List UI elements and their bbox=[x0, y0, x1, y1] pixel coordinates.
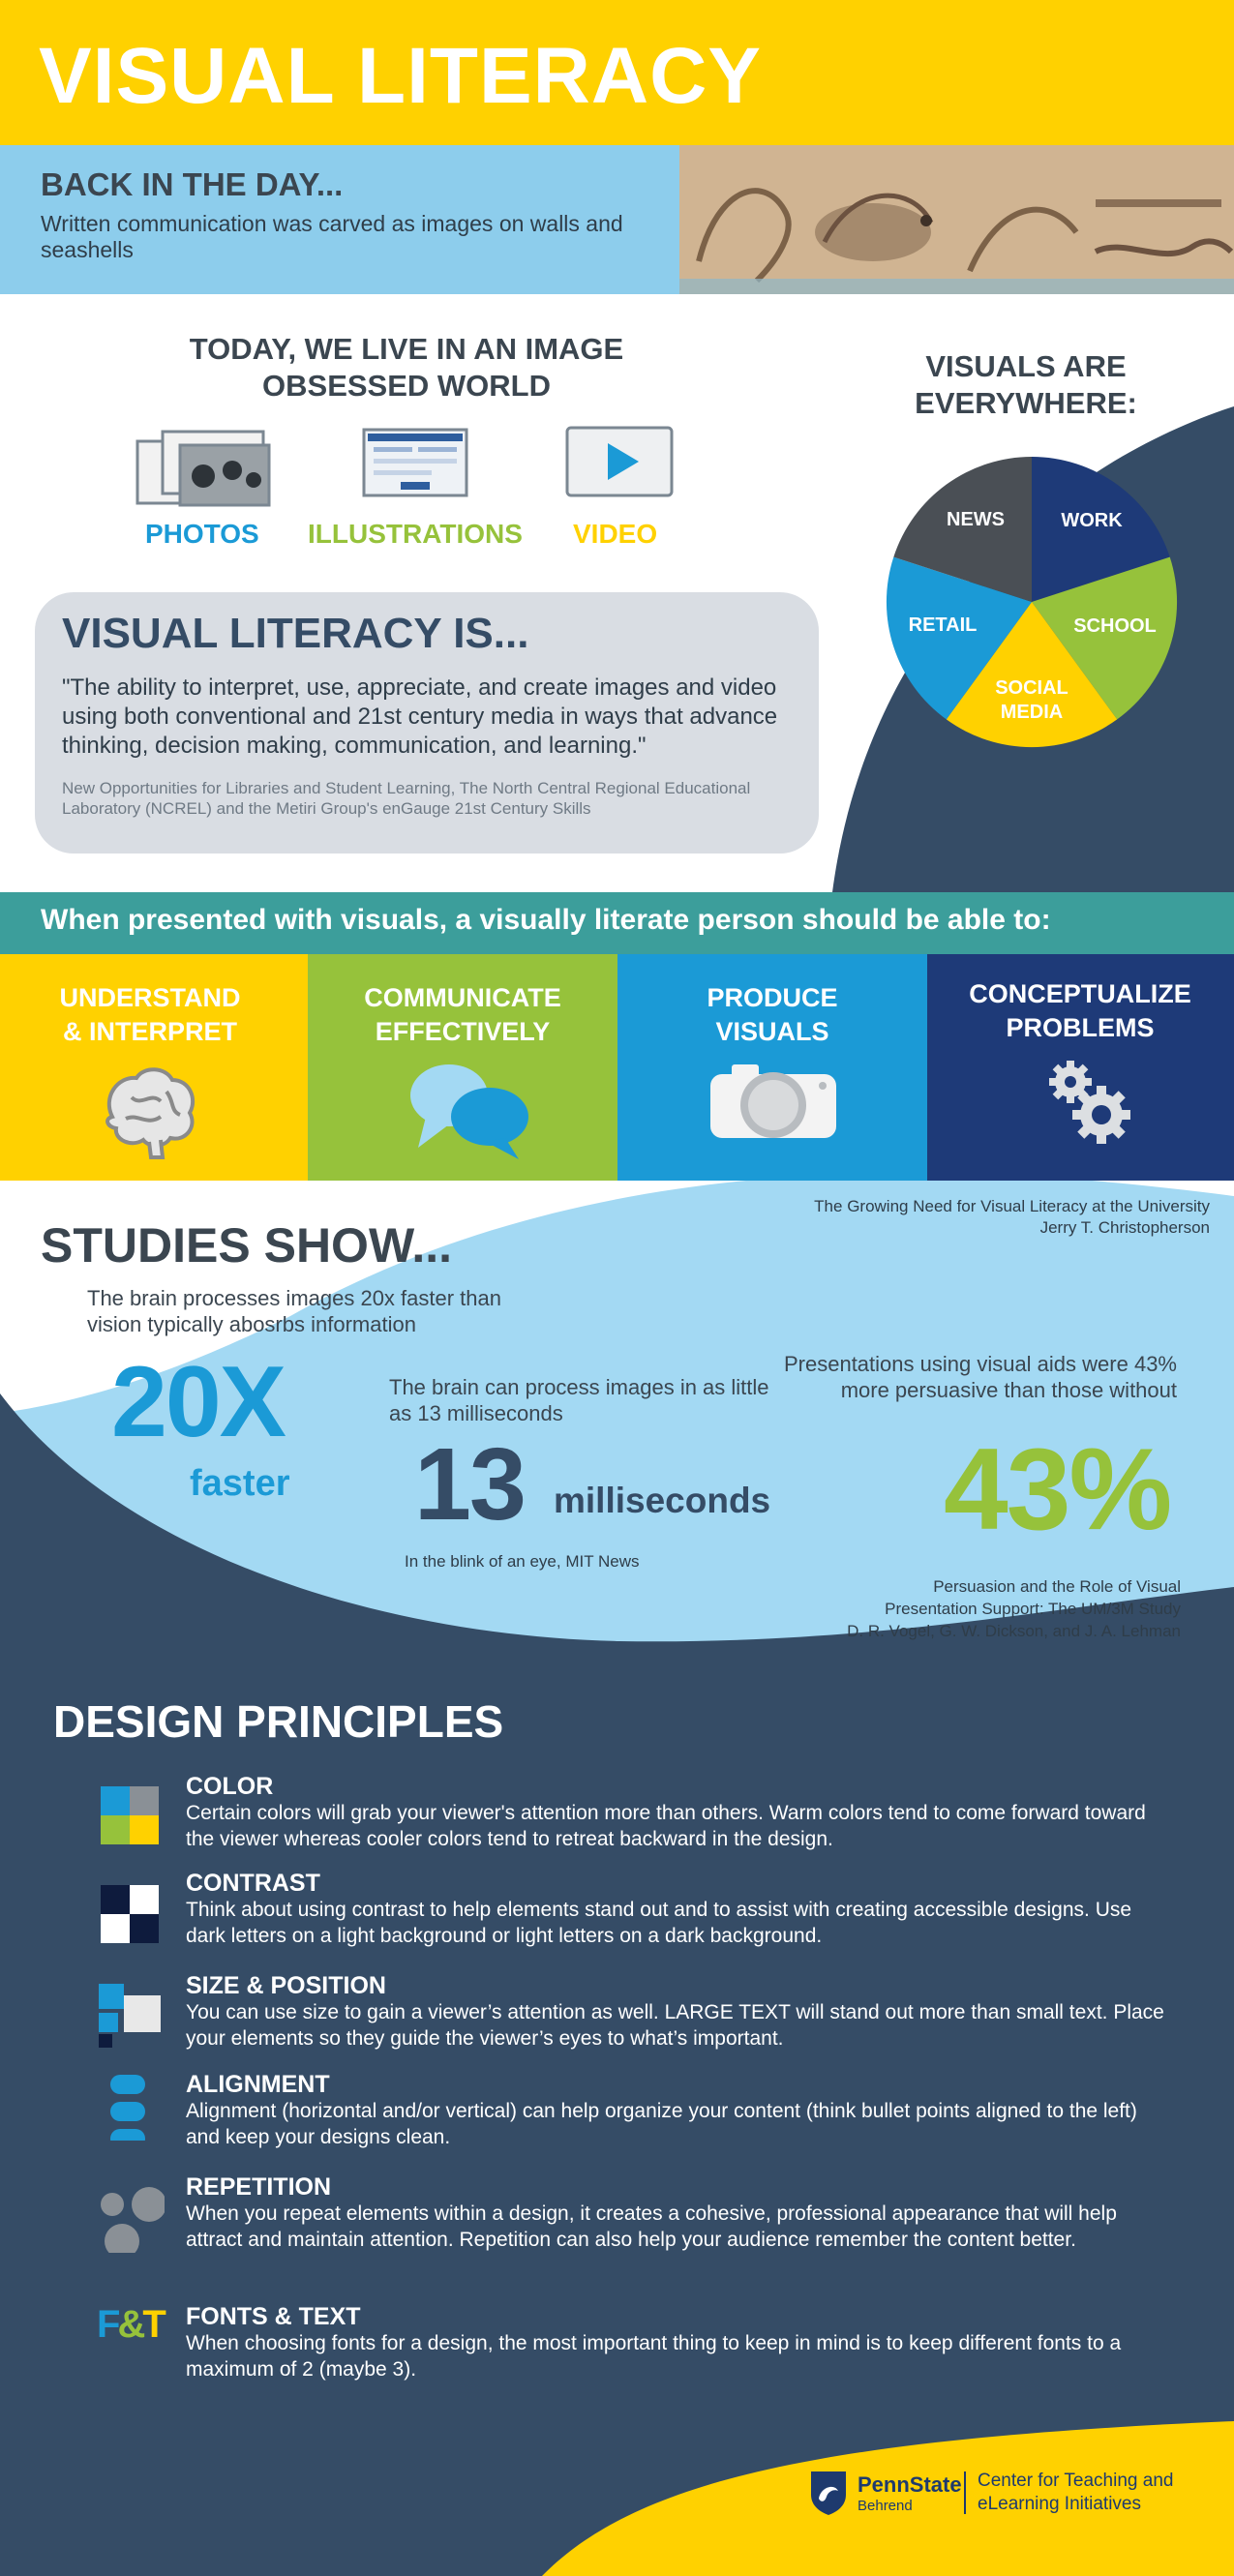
stat-13ms-unit: milliseconds bbox=[554, 1481, 771, 1520]
principle-title-repetition: REPETITION bbox=[186, 2173, 332, 2201]
definition-quote: "The ability to interpret, use, appreciate, and create images and video using both conventional and 21st century media in ways that advance thinking, decision making, communication, and learning." bbox=[62, 674, 778, 759]
pie-label-social: SOCIAL bbox=[995, 677, 1068, 699]
illustrations-icon bbox=[362, 428, 468, 497]
principle-body-alignment: Alignment (horizontal and/or vertical) can help organize your content (think bullet points aligned to the left) and keep your designs clean. bbox=[186, 2100, 1137, 2148]
pie-label-retail: RETAIL bbox=[908, 614, 978, 636]
back-in-the-day-heading: BACK IN THE DAY... bbox=[41, 166, 344, 202]
photos-label: PHOTOS bbox=[145, 519, 259, 549]
studies-source-line1: The Growing Need for Visual Literacy at the University bbox=[814, 1197, 1210, 1215]
stat-43-source-line3: D. R. Vogel, G. W. Dickson, and J. A. Lehman bbox=[847, 1622, 1181, 1640]
principle-body-size-position: You can use size to gain a viewer’s attention as well. LARGE TEXT will stand out more than small text. Place your elements so they guide the viewer’s eyes to what’s important. bbox=[186, 2001, 1164, 2050]
principle-title-alignment: ALIGNMENT bbox=[186, 2071, 330, 2098]
skill-label-line1: COMMUNICATE bbox=[364, 983, 561, 1012]
skill-label-line2: & INTERPRET bbox=[62, 1017, 237, 1046]
contrast-squares-icon bbox=[97, 1881, 165, 1949]
principle-title-fonts-text: FONTS & TEXT bbox=[186, 2303, 361, 2330]
principle-title-contrast: CONTRAST bbox=[186, 1870, 320, 1897]
camera-icon bbox=[707, 1061, 840, 1142]
penn-state-wordmark: PennState bbox=[858, 2472, 962, 2497]
stat-13ms-text: The brain can process images in as little as 13 milliseconds bbox=[389, 1375, 769, 1425]
studies-source bbox=[677, 1196, 1210, 1239]
studies-source-line2: Jerry T. Christopherson bbox=[1039, 1218, 1210, 1237]
pie-label-media: MEDIA bbox=[1000, 702, 1064, 723]
skill-label-line1: CONCEPTUALIZE bbox=[969, 979, 1191, 1008]
stat-20x-text: The brain processes images 20x faster than vision typically abosrbs information bbox=[87, 1286, 502, 1336]
skill-label-line2: EFFECTIVELY bbox=[375, 1017, 551, 1046]
speech-bubbles-icon bbox=[401, 1055, 536, 1163]
hieroglyphs-image bbox=[679, 145, 1234, 294]
skill-tile-understand bbox=[0, 954, 308, 1181]
pie-label-school: SCHOOL bbox=[1073, 615, 1157, 637]
back-in-the-day-text: Written communication was carved as images on walls and seashells bbox=[41, 211, 623, 262]
video-play-icon bbox=[565, 426, 674, 497]
stat-43-source-line1: Persuasion and the Role of Visual bbox=[933, 1577, 1181, 1596]
visuals-pie bbox=[877, 447, 1187, 757]
penn-state-campus: Behrend bbox=[858, 2498, 913, 2514]
today-heading: TODAY, WE LIVE IN AN IMAGE OBSESSED WORLD bbox=[189, 332, 624, 403]
skills-banner-text: When presented with visuals, a visually literate person should be able to: bbox=[41, 904, 1051, 936]
pie-label-news: NEWS bbox=[947, 509, 1005, 530]
repetition-circles-icon bbox=[97, 2185, 165, 2253]
penn-state-shield-logo bbox=[809, 2470, 848, 2516]
illustrations-label: ILLUSTRATIONS bbox=[308, 519, 523, 549]
color-squares-icon bbox=[97, 1782, 165, 1850]
brain-icon bbox=[93, 1059, 199, 1165]
definition-source: New Opportunities for Libraries and Student Learning, The North Central Regional Educational Laboratory (NCREL) and the Metiri Group's enGauge 21st Century Skills bbox=[62, 779, 751, 818]
skill-label-line1: PRODUCE bbox=[707, 983, 838, 1012]
principle-title-color: COLOR bbox=[186, 1773, 274, 1800]
page-title: VISUAL LITERACY bbox=[39, 32, 762, 120]
principle-title-size-position: SIZE & POSITION bbox=[186, 1972, 386, 1999]
stat-43-text: Presentations using visual aids were 43% more persuasive than those without bbox=[783, 1352, 1177, 1402]
footer-divider bbox=[964, 2471, 966, 2514]
stat-20x-unit: faster bbox=[190, 1463, 290, 1504]
principle-body-repetition: When you repeat elements within a design, it creates a cohesive, professional appearance that will help attract and maintain attention. Repetition can also help your audience remember the content better. bbox=[186, 2202, 1117, 2251]
video-label: VIDEO bbox=[573, 519, 658, 549]
stat-13ms-source: In the blink of an eye, MIT News bbox=[405, 1552, 640, 1571]
photos-icon bbox=[135, 430, 271, 509]
stat-13ms-value: 13 bbox=[414, 1427, 525, 1542]
alignment-icon bbox=[97, 2073, 165, 2141]
skill-tile-produce bbox=[617, 954, 927, 1181]
visuals-everywhere-heading: VISUALS ARE EVERYWHERE: bbox=[915, 349, 1137, 420]
gears-icon bbox=[1041, 1055, 1134, 1148]
stat-43-source-line2: Presentation Support: The UM/3M Study bbox=[885, 1600, 1181, 1618]
size-position-icon bbox=[97, 1982, 165, 2050]
skill-label-line2: VISUALS bbox=[715, 1017, 829, 1046]
center-name: Center for Teaching and eLearning Initiatives bbox=[978, 2471, 1174, 2514]
principle-body-color: Certain colors will grab your viewer's attention more than others. Warm colors tend to come forward toward the viewer whereas cooler colors tend to retreat backward in the design. bbox=[186, 1802, 1146, 1850]
stat-20x-value: 20X bbox=[111, 1346, 286, 1458]
fonts-text-icon: F&T bbox=[97, 2303, 164, 2346]
skill-tile-communicate bbox=[308, 954, 617, 1181]
skill-tile-conceptualize bbox=[927, 954, 1234, 1181]
skill-label-line1: UNDERSTAND bbox=[59, 983, 241, 1012]
skill-label-line2: PROBLEMS bbox=[1006, 1013, 1155, 1042]
stat-43-value: 43% bbox=[944, 1424, 1171, 1554]
stat-43-source bbox=[736, 1575, 1181, 1642]
definition-heading: VISUAL LITERACY IS... bbox=[62, 610, 529, 657]
pie-label-work: WORK bbox=[1061, 510, 1123, 531]
studies-heading: STUDIES SHOW... bbox=[41, 1218, 453, 1273]
principle-body-fonts-text: When choosing fonts for a design, the most important thing to keep in mind is to keep different fonts to a maximum of 2 (maybe 3). bbox=[186, 2332, 1122, 2381]
design-principles-heading: DESIGN PRINCIPLES bbox=[53, 1696, 504, 1747]
principle-body-contrast: Think about using contrast to help elements stand out and to assist with creating accessible designs. Use dark letters on a light background or light letters on a dark background. bbox=[186, 1899, 1132, 1947]
